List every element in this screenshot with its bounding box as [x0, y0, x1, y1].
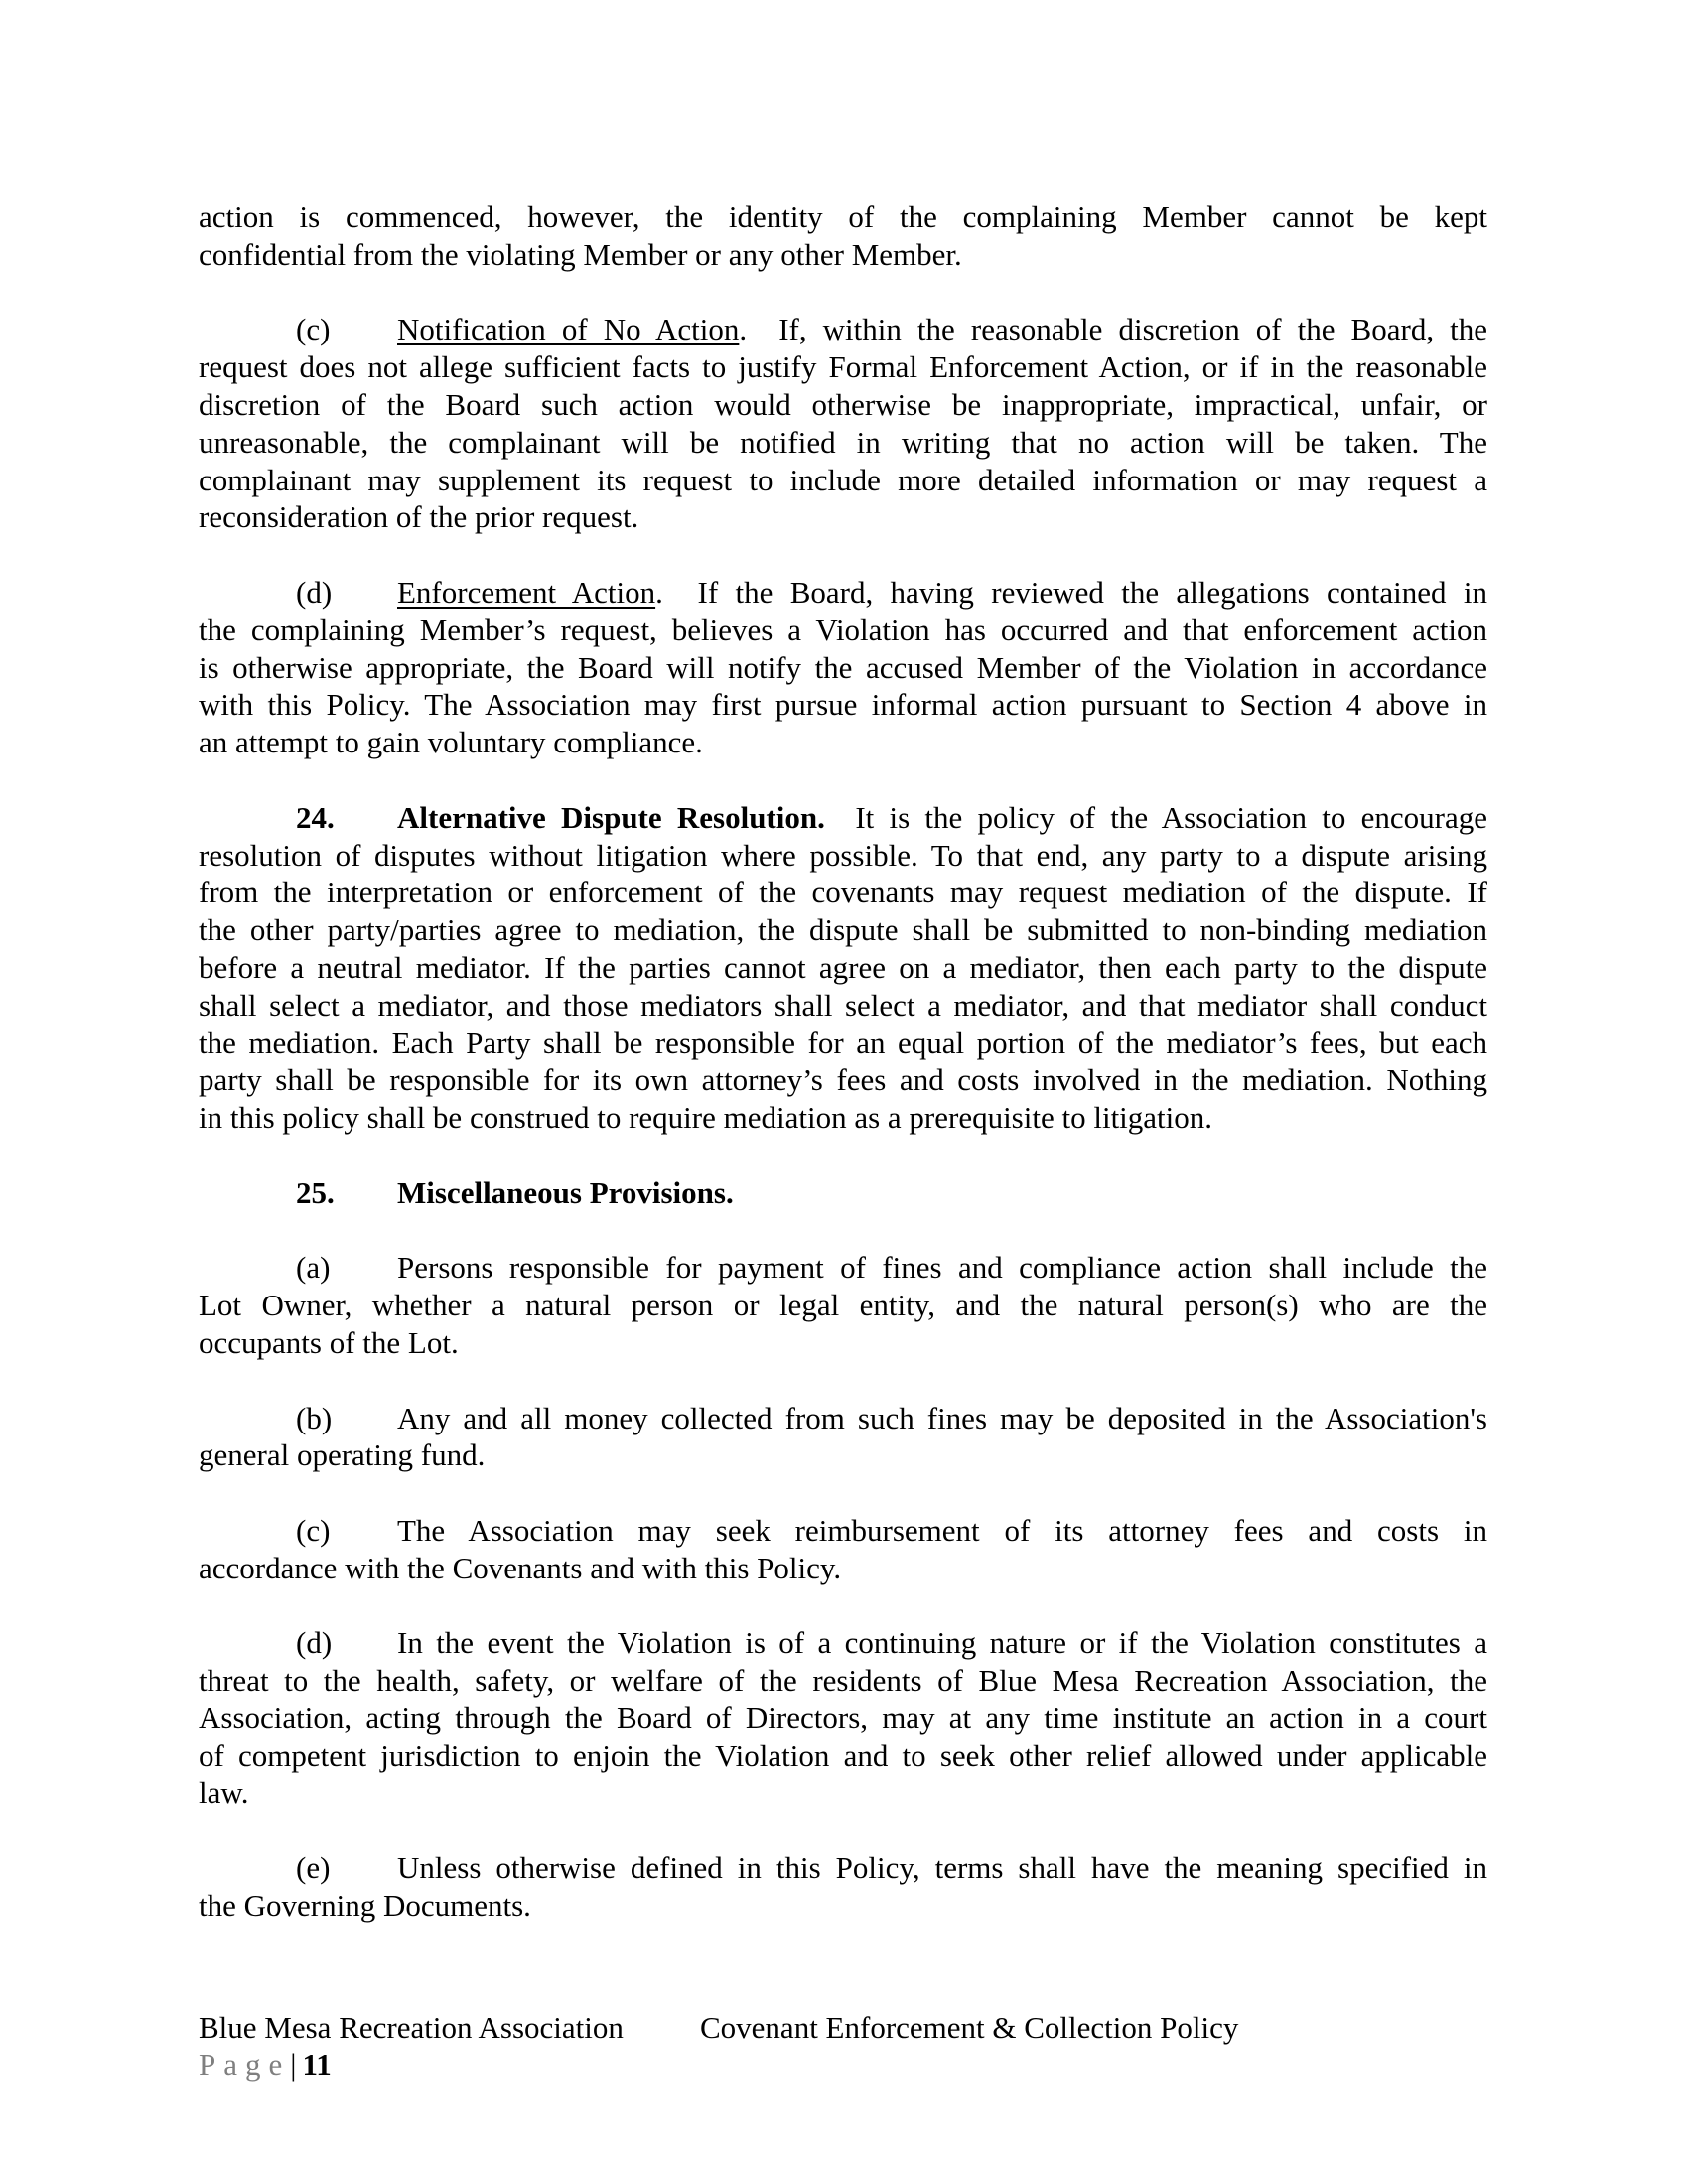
subsection-25d	[199, 1624, 1487, 1812]
text-line: threat to the health, safety, or welfare of the residents of Blue Mesa Recreation Association, the	[199, 1663, 1487, 1699]
subsection-label: (a)	[296, 1250, 331, 1286]
text-line: the Governing Documents.	[199, 1887, 531, 1923]
text-line: accordance with the Covenants and with this Policy.	[199, 1550, 842, 1585]
subsection-label: (c)	[296, 312, 331, 347]
text-line: unreasonable, the complainant will be notified in writing that no action will be taken. The	[199, 424, 1487, 460]
text-line	[199, 311, 1487, 348]
text-fragment: Persons responsible for payment of fines and compliance action shall include the	[397, 1250, 1487, 1286]
section-number: 24.	[296, 799, 335, 835]
text-fragment: Any and all money collected from such fines may be deposited in the Association's	[397, 1400, 1487, 1435]
text-line: complainant may supplement its request to include more detailed information or may request a	[199, 462, 1487, 497]
text-line: confidential from the violating Member or any other Member.	[199, 236, 962, 272]
text-line: an attempt to gain voluntary compliance.	[199, 725, 703, 760]
page-number: 11	[302, 2047, 332, 2082]
text-line	[199, 1624, 1487, 1662]
text-line: Lot Owner, whether a natural person or legal entity, and the natural person(s) who are the	[199, 1288, 1487, 1323]
footer-title-row	[199, 2009, 1487, 2046]
text-fragment: . If, within the reasonable discretion of the Board, the	[739, 312, 1487, 347]
footer-page-row	[199, 2046, 1487, 2083]
text-fragment: Unless otherwise defined in this Policy, terms shall have the meaning specified in	[397, 1850, 1487, 1886]
text-line: occupants of the Lot.	[199, 1324, 459, 1360]
text-line: discretion of the Board such action would otherwise be inappropriate, impractical, unfair, or	[199, 386, 1487, 422]
text-line: request does not allege sufficient facts to justify Formal Enforcement Action, or if in the reasonable	[199, 349, 1487, 385]
section-heading: Alternative Dispute Resolution.	[397, 799, 825, 835]
text-line: general operating fund.	[199, 1437, 486, 1473]
text-line	[199, 1849, 1487, 1887]
footer-page-word: Page	[199, 2047, 291, 2082]
document-body	[199, 199, 1487, 1962]
text-line: the complaining Member’s request, believes a Violation has occurred and that enforcement action	[199, 612, 1487, 647]
continuation-paragraph	[199, 199, 1487, 274]
subsection-heading: Notification of No Action	[397, 312, 740, 347]
text-line: in this policy shall be construed to require mediation as a prerequisite to litigation.	[199, 1100, 1213, 1136]
subsection-heading: Enforcement Action	[397, 574, 656, 610]
footer-organization: Blue Mesa Recreation Association	[199, 2010, 624, 2045]
footer-separator: |	[290, 2047, 297, 2082]
subsection-25e	[199, 1849, 1487, 1925]
text-fragment: In the event the Violation is of a continuing nature or if the Violation constitutes a	[397, 1625, 1487, 1661]
section-number: 25.	[296, 1174, 335, 1210]
subsection-25b	[199, 1400, 1487, 1475]
text-line: party shall be responsible for its own attorney’s fees and costs involved in the mediation. Nothing	[199, 1062, 1487, 1098]
text-line: from the interpretation or enforcement of the covenants may request mediation of the dispute. If	[199, 875, 1487, 910]
section-25-miscellaneous-provisions	[199, 1174, 1487, 1212]
text-line: resolution of disputes without litigation where possible. To that end, any party to a dispute arising	[199, 837, 1487, 873]
subsection-label: (b)	[296, 1400, 333, 1435]
text-line	[199, 1174, 1487, 1212]
text-line: is otherwise appropriate, the Board will notify the accused Member of the Violation in accordance	[199, 649, 1487, 685]
section-24-alternative-dispute-resolution	[199, 799, 1487, 1137]
text-line	[199, 799, 1487, 837]
text-line	[199, 1512, 1487, 1550]
text-line: the mediation. Each Party shall be responsible for an equal portion of the mediator’s fees, but each	[199, 1024, 1487, 1060]
text-line: the other party/parties agree to mediation, the dispute shall be submitted to non-binding mediation	[199, 912, 1487, 948]
text-line: with this Policy. The Association may first pursue informal action pursuant to Section 4 above in	[199, 687, 1487, 723]
text-fragment: . If the Board, having reviewed the allegations contained in	[655, 574, 1487, 610]
text-fragment: The Association may seek reimbursement of its attorney fees and costs in	[397, 1512, 1487, 1548]
footer-policy-title: Covenant Enforcement & Collection Policy	[700, 2010, 1239, 2045]
text-line: before a neutral mediator. If the parties cannot agree on a mediator, then each party to the dispute	[199, 949, 1487, 985]
subsection-label: (d)	[296, 574, 333, 610]
text-fragment: It is the policy of the Association to encourage	[824, 799, 1487, 835]
subsection-label: (c)	[296, 1512, 331, 1548]
text-line: Association, acting through the Board of Directors, may at any time institute an action in a court	[199, 1700, 1487, 1735]
subsection-label: (e)	[296, 1850, 331, 1886]
subsection-notification-of-no-action	[199, 311, 1487, 536]
subsection-25a	[199, 1249, 1487, 1361]
text-line: law.	[199, 1775, 249, 1811]
text-line: of competent jurisdiction to enjoin the Violation and to seek other relief allowed under applicable	[199, 1737, 1487, 1773]
subsection-enforcement-action	[199, 574, 1487, 761]
section-heading: Miscellaneous Provisions.	[397, 1174, 734, 1210]
subsection-25c	[199, 1512, 1487, 1587]
page-footer	[199, 2009, 1487, 2083]
text-line	[199, 1400, 1487, 1437]
subsection-label: (d)	[296, 1625, 333, 1661]
text-line: action is commenced, however, the identity of the complaining Member cannot be kept	[199, 200, 1487, 234]
text-line: reconsideration of the prior request.	[199, 499, 639, 535]
text-line	[199, 574, 1487, 612]
text-line	[199, 1249, 1487, 1287]
text-line: shall select a mediator, and those mediators shall select a mediator, and that mediator shall conduct	[199, 987, 1487, 1023]
